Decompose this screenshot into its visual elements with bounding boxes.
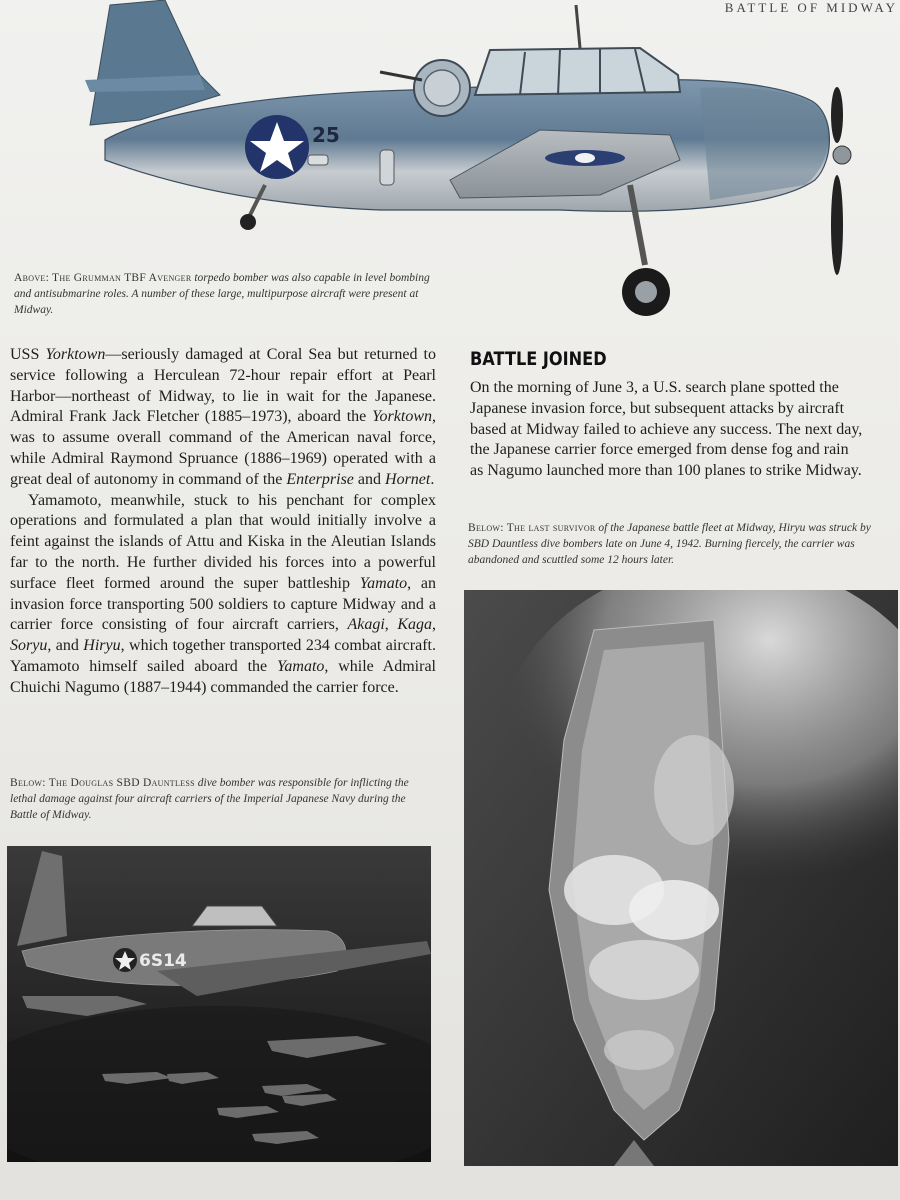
caption-lead: Below: The last survivor [468, 522, 596, 534]
dauntless-caption [10, 775, 435, 823]
caption-text: torpedo bomber was also capable in level bombing and antisubmarine roles. A number of these large, multipurpose aircraft were present at Midway. [14, 272, 430, 316]
text-run: Yorktown [372, 408, 432, 426]
caption-text: of the Japanese battle fleet at Midway, Hiryu was struck by SBD Dauntless dive bombers late on June 4, 1942. Burning fiercely, the carrier was abandoned and scuttled some 12 hours later. [468, 522, 871, 566]
text-line: On the morning of June 3, a U.S. search plane spotted the [470, 379, 839, 396]
dauntless-photo [7, 846, 431, 1162]
text-line: based at Midway failed to achieve any success. The next day, [470, 420, 863, 438]
hiryu-photo [464, 590, 898, 1166]
section-text [470, 378, 900, 482]
text-line: as Nagumo launched more than 100 planes to strike Midway. [470, 462, 862, 480]
text-run: , [432, 616, 437, 634]
text-run: Kaga [397, 616, 433, 634]
hiryu-caption [468, 520, 888, 568]
text-run: , which together transported 234 combat aircraft. Yamamoto himself sailed aboard the [10, 637, 436, 675]
text-line: Japanese invasion force, but subsequent attacks by aircraft [470, 399, 845, 417]
text-run: . [430, 470, 435, 488]
caption-lead: Above: The Grumman TBF Avenger [14, 272, 192, 284]
paragraph-1 [10, 345, 436, 491]
text-run: Yamamoto, meanwhile, stuck to his penchant for complex operations and formulated a plan that would initially involve a feint against the islands of Attu and Kiska in the Aleutian Islands far to the north. He further divided his forces into a powerful surface fleet formed around the super battleship [10, 491, 436, 592]
section-heading: BATTLE JOINED [470, 348, 607, 370]
text-run: and [353, 470, 386, 488]
caption-text: dive bomber was responsible for inflicting the lethal damage against four aircraft carriers of the Imperial Japanese Navy during the Battle of Midway. [10, 777, 409, 821]
text-run: , [384, 616, 398, 634]
text-run: Hornet [385, 470, 431, 488]
body-text [10, 345, 436, 699]
text-run: , was to assume overall command of the American naval force, while Admiral Raymond Spruance (1886–1969) operated with a great deal of autonomy in command of the [10, 408, 436, 488]
text-run: , and [47, 637, 84, 655]
avenger-caption [14, 270, 434, 318]
text-run: Akagi [347, 616, 385, 634]
text-run: Yorktown [45, 346, 106, 363]
running-head: BATTLE OF MIDWAY [724, 0, 898, 15]
text-run: Yamato [276, 657, 325, 675]
text-run: , an invasion force transporting 500 soldiers to capture Midway and a carrier force consisting of four aircraft carriers, [10, 574, 436, 634]
text-run: Soryu [10, 637, 48, 655]
avenger-tail-number: 25 [312, 123, 340, 147]
text-run: —seriously damaged at Coral Sea but returned to service following a Herculean 72-hour repair effort at Pearl Harbor—northeast of Midway, to lie in wait for the Japanese. Admiral Frank Jack Fletcher (1885–1973), aboard the [10, 346, 436, 426]
text-run: , while Admiral Chuichi Nagumo (1887–1944) commanded the carrier force. [10, 657, 436, 696]
text-run: Yamato [359, 574, 408, 592]
text-line: the Japanese carrier force emerged from dense fog and rain [470, 441, 849, 459]
text-run: Enterprise [286, 470, 354, 488]
dauntless-tail-number: 6S14 [139, 951, 187, 971]
text-run: USS [10, 346, 46, 363]
text-run: Hiryu [83, 637, 121, 655]
caption-lead: Below: The Douglas SBD Dauntless [10, 777, 195, 789]
paragraph-2 [10, 491, 436, 699]
